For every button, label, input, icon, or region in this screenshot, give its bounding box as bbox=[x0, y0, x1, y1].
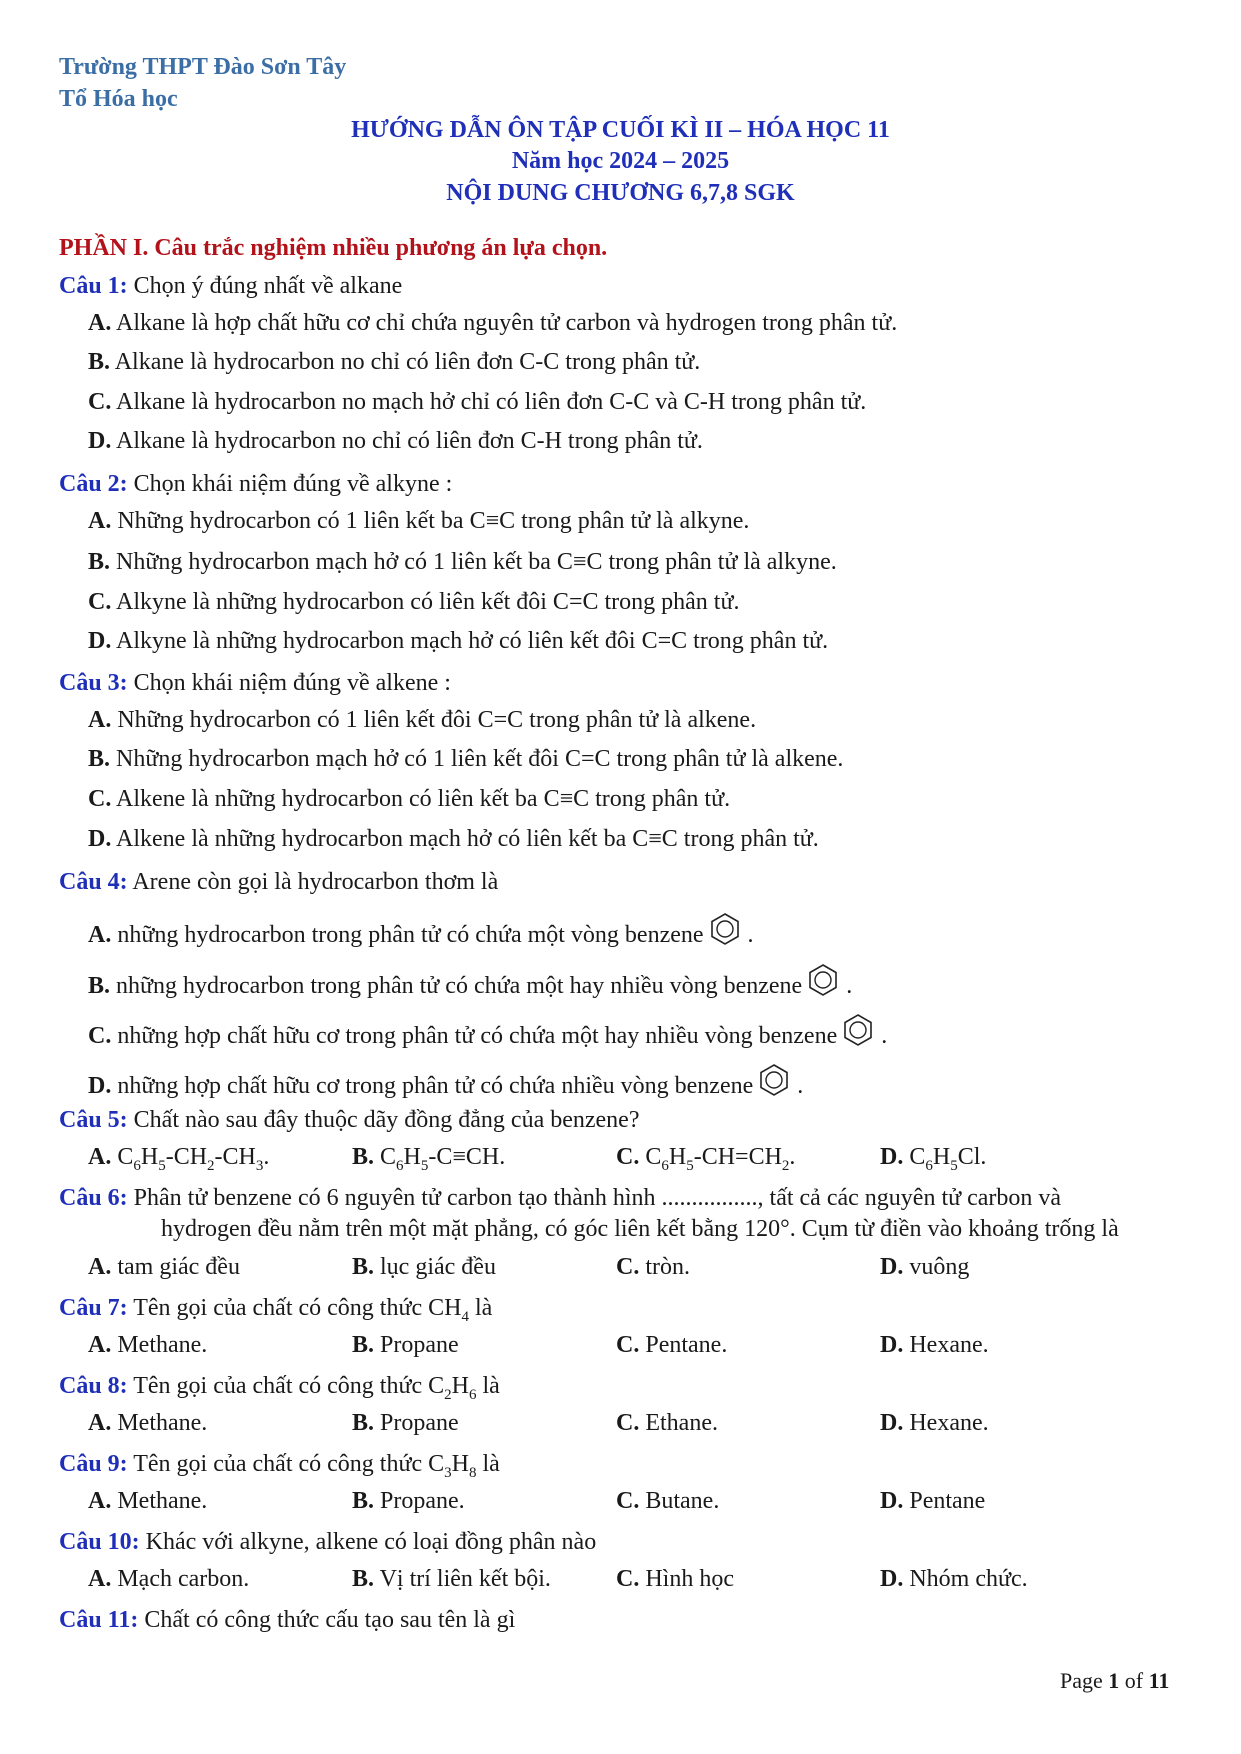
option-3b: B. Những hydrocarbon mạch hở có 1 liên kết đôi C=C trong phân tử là alkene. bbox=[88, 746, 844, 772]
question-7: Câu 7: Tên gọi của chất có công thức $CH_4$ là bbox=[59, 1295, 493, 1325]
benzene-ring-icon bbox=[806, 963, 840, 997]
option-5c: C. $C_6H_5-CH=CH_2$. bbox=[616, 1144, 796, 1174]
page-number: Page 1 of 11 bbox=[1060, 1668, 1170, 1693]
content-scope: NỘI DUNG CHƯƠNG 6,7,8 SGK bbox=[446, 180, 795, 206]
option-4d: D. những hợp chất hữu cơ trong phân tử có chứa nhiều vòng benzene . bbox=[88, 1063, 803, 1100]
question-5: Câu 5: Chất nào sau đây thuộc dãy đồng đẳng của benzene? bbox=[59, 1107, 640, 1133]
school-year: Năm học 2024 – 2025 bbox=[511, 148, 730, 174]
option-6d: D. vuông bbox=[880, 1254, 970, 1280]
document-title: HƯỚNG DẪN ÔN TẬP CUỐI KÌ II – HÓA HỌC 11 bbox=[351, 117, 890, 143]
option-7a: A. Methane. bbox=[88, 1332, 208, 1358]
option-4c: C. những hợp chất hữu cơ trong phân tử có chứa một hay nhiều vòng benzene . bbox=[88, 1013, 887, 1050]
school-name: Trường THPT Đào Sơn Tây bbox=[59, 54, 347, 80]
option-1a: A. Alkane là hợp chất hữu cơ chỉ chứa nguyên tử carbon và hydrogen trong phân tử. bbox=[88, 310, 898, 336]
option-4b: B. những hydrocarbon trong phân tử có chứa một hay nhiều vòng benzene . bbox=[88, 963, 852, 1000]
option-9b: B. Propane. bbox=[352, 1488, 465, 1514]
option-2b: B. Những hydrocarbon mạch hở có 1 liên kết ba C≡C trong phân tử là alkyne. bbox=[88, 549, 837, 575]
benzene-ring-icon bbox=[841, 1013, 875, 1047]
question-10: Câu 10: Khác với alkyne, alkene có loại đồng phân nào bbox=[59, 1529, 597, 1555]
question-number: Câu 1: bbox=[59, 273, 128, 299]
question-6: Câu 6: Phân tử benzene có 6 nguyên tử carbon tạo thành hình ................, tất cả các nguyên tử carbon và bbox=[59, 1185, 1062, 1211]
option-7c: C. Pentane. bbox=[616, 1332, 728, 1358]
question-text: Chọn ý đúng nhất về alkane bbox=[127, 273, 403, 299]
option-8c: C. Ethane. bbox=[616, 1410, 718, 1436]
option-8d: D. Hexane. bbox=[880, 1410, 989, 1436]
section-heading: PHẦN I. Câu trắc nghiệm nhiều phương án lựa chọn. bbox=[59, 235, 608, 261]
option-4a: A. những hydrocarbon trong phân tử có chứa một vòng benzene . bbox=[88, 912, 754, 949]
option-6b: B. lục giác đều bbox=[352, 1254, 496, 1280]
option-3a: A. Những hydrocarbon có 1 liên kết đôi C=C trong phân tử là alkene. bbox=[88, 707, 757, 733]
benzene-ring-icon bbox=[708, 912, 742, 946]
option-10a: A. Mạch carbon. bbox=[88, 1566, 250, 1592]
question-2: Câu 2: Chọn khái niệm đúng về alkyne : bbox=[59, 471, 453, 497]
option-6c: C. tròn. bbox=[616, 1254, 691, 1280]
option-5a: A. $C_6H_5-CH_2-CH_3$. bbox=[88, 1144, 270, 1174]
question-6-continued: hydrogen đều nằm trên một mặt phẳng, có góc liên kết bằng 120°. Cụm từ điền vào khoảng trống là bbox=[161, 1216, 1119, 1242]
option-5d: D. $C_6H_5Cl$. bbox=[880, 1144, 987, 1174]
question-8: Câu 8: Tên gọi của chất có công thức $C_2H_6$ là bbox=[59, 1373, 500, 1403]
option-10b: B. Vị trí liên kết bội. bbox=[352, 1566, 551, 1592]
option-10d: D. Nhóm chức. bbox=[880, 1566, 1028, 1592]
option-1c: C. Alkane là hydrocarbon no mạch hở chỉ có liên đơn C-C và C-H trong phân tử. bbox=[88, 389, 867, 415]
question-4: Câu 4: Arene còn gọi là hydrocarbon thơm là bbox=[59, 869, 499, 895]
option-1d: D. Alkane là hydrocarbon no chỉ có liên đơn C-H trong phân tử. bbox=[88, 428, 703, 454]
option-6a: A. tam giác đều bbox=[88, 1254, 240, 1280]
option-7b: B. Propane bbox=[352, 1332, 459, 1358]
option-9d: D. Pentane bbox=[880, 1488, 986, 1514]
option-9c: C. Butane. bbox=[616, 1488, 720, 1514]
option-8b: B. Propane bbox=[352, 1410, 459, 1436]
question-1 bbox=[59, 270, 402, 302]
option-2c: C. Alkyne là những hydrocarbon có liên kết đôi C=C trong phân tử. bbox=[88, 589, 740, 615]
question-3: Câu 3: Chọn khái niệm đúng về alkene : bbox=[59, 670, 451, 696]
option-2a: A. Những hydrocarbon có 1 liên kết ba C≡C trong phân tử là alkyne. bbox=[88, 508, 750, 534]
department-name: Tổ Hóa học bbox=[59, 86, 178, 112]
option-5b: B. $C_6H_5-C\equiv CH$. bbox=[352, 1144, 506, 1174]
option-1b: B. Alkane là hydrocarbon no chỉ có liên đơn C-C trong phân tử. bbox=[88, 349, 701, 375]
option-10c: C. Hình học bbox=[616, 1566, 734, 1592]
option-7d: D. Hexane. bbox=[880, 1332, 989, 1358]
option-3c: C. Alkene là những hydrocarbon có liên kết ba C≡C trong phân tử. bbox=[88, 786, 731, 812]
option-2d: D. Alkyne là những hydrocarbon mạch hở có liên kết đôi C=C trong phân tử. bbox=[88, 628, 829, 654]
option-9a: A. Methane. bbox=[88, 1488, 208, 1514]
question-11: Câu 11: Chất có công thức cấu tạo sau tên là gì bbox=[59, 1607, 516, 1633]
benzene-ring-icon bbox=[757, 1063, 791, 1097]
question-9: Câu 9: Tên gọi của chất có công thức $C_3H_8$ là bbox=[59, 1451, 500, 1481]
option-3d: D. Alkene là những hydrocarbon mạch hở có liên kết ba C≡C trong phân tử. bbox=[88, 826, 819, 852]
option-8a: A. Methane. bbox=[88, 1410, 208, 1436]
